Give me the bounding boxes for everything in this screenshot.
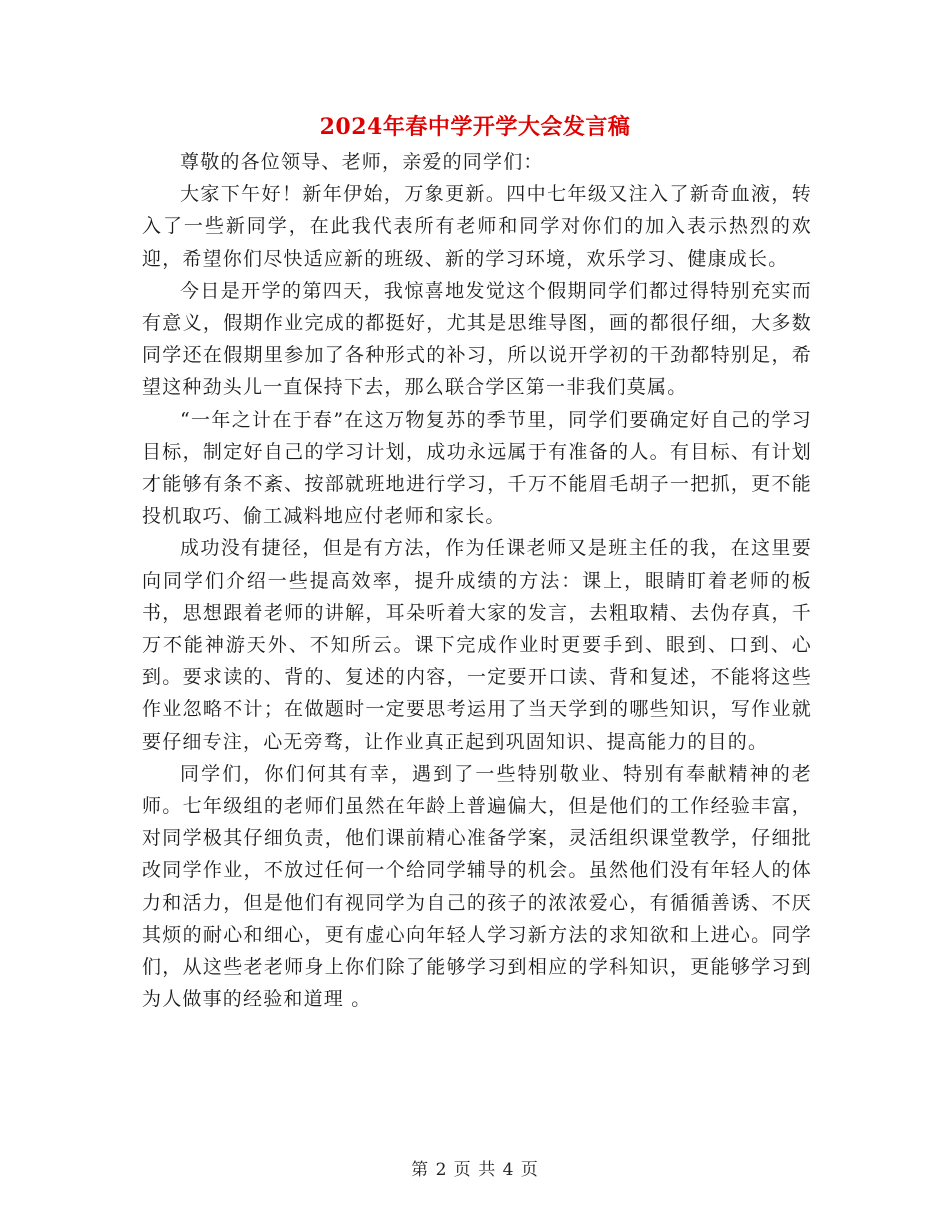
paragraph: 今日是开学的第四天，我惊喜地发觉这个假期同学们都过得特别充实而有意义，假期作业完成的都挺好，尤其是思维导图，画的都很仔细，大多数同学还在假期里参加了各种形式的补习，所以说开学初的干劲都特别足，希望这种劲头儿一直保持下去，那么联合学区第一非我们莫属。 xyxy=(142,279,812,399)
page-number-footer: 第 2 页 共 4 页 xyxy=(411,1160,539,1180)
salutation: 尊敬的各位领导、老师，亲爱的同学们： xyxy=(180,151,544,173)
paragraph: 成功没有捷径，但是有方法，作为任课老师又是班主任的我，在这里要向同学们介绍一些提高效率，提升成绩的方法：课上，眼睛盯着老师的板书，思想跟着老师的讲解，耳朵听着大家的发言，去粗取精、去伪存真，千万不能神游天外、不知所云。课下完成作业时更要手到、眼到、口到、心到。要求读的、背的、复述的内容，一定要开口读、背和复述，不能将这些作业忽略不计；在做题时一定要思考运用了当天学到的哪些知识，写作业就要仔细专注，心无旁骛，让作业真正起到巩固知识、提高能力的目的。 xyxy=(142,537,812,753)
document-title: 2024年春中学开学大会发言稿 xyxy=(319,114,631,140)
paragraph: 同学们，你们何其有幸，遇到了一些特别敬业、特别有奉献精神的老师。七年级组的老师们虽然在年龄上普遍偏大，但是他们的工作经验丰富，对同学极其仔细负责，他们课前精心准备学案，灵活组织课堂教学，仔细批改同学作业，不放过任何一个给同学辅导的机会。虽然他们没有年轻人的体力和活力，但是他们有视同学为自己的孩子的浓浓爱心，有循循善诱、不厌其烦的耐心和细心，更有虚心向年轻人学习新方法的求知欲和上进心。同学们，从这些老老师身上你们除了能够学习到相应的学科知识，更能够学习到为人做事的经验和道理 。 xyxy=(142,762,812,1011)
paragraph: “一年之计在于春”在这万物复苏的季节里，同学们要确定好自己的学习目标，制定好自己的学习计划，成功永远属于有准备的人。有目标、有计划才能够有条不紊、按部就班地进行学习，千万不能眉毛胡子一把抓，更不能投机取巧、偷工减料地应付老师和家长。 xyxy=(142,408,812,528)
document-body xyxy=(142,146,812,1015)
paragraph: 大家下午好！新年伊始，万象更新。四中七年级又注入了新奇血液，转入了一些新同学，在此我代表所有老师和同学对你们的加入表示热烈的欢迎，希望你们尽快适应新的班级、新的学习环境，欢乐学习、健康成长。 xyxy=(142,183,812,270)
